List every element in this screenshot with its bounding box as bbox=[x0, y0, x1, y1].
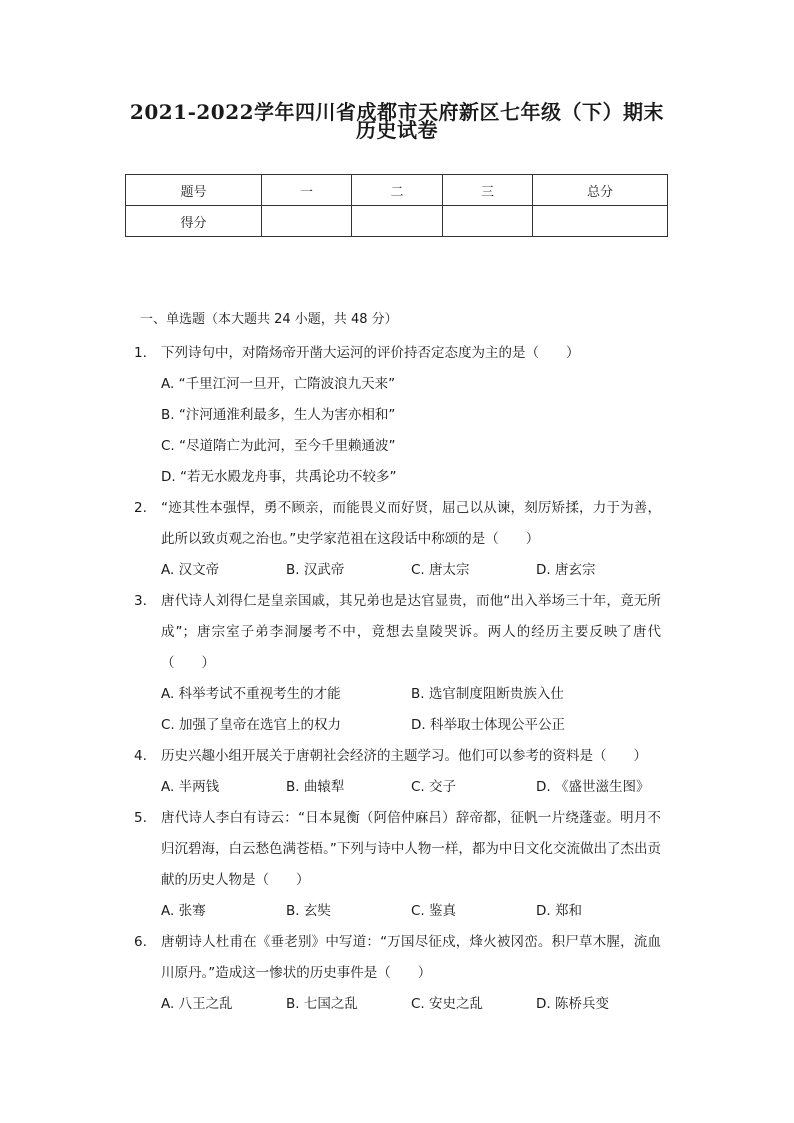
question-stem: 唐代诗人刘得仁是皇亲国戚，其兄弟也是达官显贵，而他“出入举场三十年，竟无所成”；唐宗室子弟李洞屡考不中，竟想去皇陵哭诉。两人的经历主要反映了唐代（ ） bbox=[161, 593, 661, 671]
option-a: A. 张骞 bbox=[161, 903, 206, 919]
question-stem: 历史兴趣小组开展关于唐朝社会经济的主题学习。他们可以参考的资料是（ ） bbox=[161, 748, 647, 764]
score-row-label: 得分 bbox=[126, 206, 262, 237]
score-header-cell: 二 bbox=[352, 175, 443, 206]
option-row bbox=[161, 710, 661, 741]
option-c: C. 唐太宗 bbox=[411, 562, 470, 578]
question-number: 3. bbox=[134, 593, 147, 609]
option-b: B. 玄奘 bbox=[286, 903, 331, 919]
option-d: D. 科举取士体现公平公正 bbox=[411, 717, 565, 733]
score-cell bbox=[352, 206, 443, 237]
option-d: D. 陈桥兵变 bbox=[536, 996, 609, 1012]
option-a: A. 半两钱 bbox=[161, 779, 220, 795]
option-d: D. 郑和 bbox=[536, 903, 582, 919]
option-c: C. 鉴真 bbox=[411, 903, 457, 919]
question bbox=[0, 741, 661, 803]
option-row bbox=[161, 772, 661, 803]
option-a: A. 八王之乱 bbox=[161, 996, 233, 1012]
question-stem: 下列诗句中，对隋炀帝开凿大运河的评价持否定态度为主的是（ ） bbox=[161, 345, 580, 361]
option-b: B. 七国之乱 bbox=[286, 996, 358, 1012]
score-header-cell: 总分 bbox=[533, 175, 668, 206]
option-d: D. 唐玄宗 bbox=[536, 562, 596, 578]
score-cell bbox=[262, 206, 352, 237]
score-cell bbox=[533, 206, 668, 237]
option-c: C. 安史之乱 bbox=[411, 996, 484, 1012]
score-table bbox=[125, 174, 668, 237]
question-number: 6. bbox=[134, 934, 147, 950]
score-table-score-row bbox=[126, 206, 668, 237]
question-stem: 唐代诗人李白有诗云：“日本晁衡（阿倍仲麻吕）辞帝都，征帆一片绕蓬壶。明月不归沉碧海，白云愁色满苍梧。”下列与诗中人物一样，都为中日文化交流做出了杰出贡献的历史人物是（ ） bbox=[161, 810, 661, 888]
section-title: 一、单选题（本大题共 24 小题，共 48 分） bbox=[140, 312, 398, 327]
option-c: C. 交子 bbox=[411, 779, 457, 795]
question-stem: “迹其性本强悍，勇不顾亲，而能畏义而好贤，屈己以从谏，刻厉矫揉，力于为善，此所以致贞观之治也。”史学家范祖在这段话中称颂的是（ ） bbox=[161, 500, 661, 547]
question bbox=[0, 493, 661, 586]
question-number: 2. bbox=[134, 500, 147, 516]
option-d: D. “若无水殿龙舟事，共禹论功不较多” bbox=[161, 469, 397, 485]
option-a: A. “千里江河一旦开，亡隋波浪九天来” bbox=[161, 376, 396, 392]
option-c: C. 加强了皇帝在选官上的权力 bbox=[161, 717, 342, 733]
question bbox=[0, 927, 661, 1020]
score-header-cell: 一 bbox=[262, 175, 352, 206]
option-c: C. “尽道隋亡为此河，至今千里赖通波” bbox=[161, 438, 396, 454]
question bbox=[0, 586, 661, 741]
option-a: A. 科举考试不重视考生的才能 bbox=[161, 686, 341, 702]
question-stem: 唐朝诗人杜甫在《垂老别》中写道：“万国尽征戍，烽火被冈峦。积尸草木腥，流血川原丹。”造成这一惨状的历史事件是（ ） bbox=[161, 934, 661, 981]
exam-title-line1: 2021-2022学年四川省成都市天府新区七年级（下）期末 bbox=[129, 100, 665, 124]
question-number: 5. bbox=[134, 810, 147, 826]
option-b: B. 选官制度阻断贵族入仕 bbox=[411, 686, 564, 702]
question-list bbox=[0, 338, 794, 1020]
option-b: B. “汴河通淮利最多，生人为害亦相和” bbox=[161, 407, 396, 423]
option-d: D. 《盛世滋生图》 bbox=[536, 779, 650, 795]
option-row bbox=[161, 679, 661, 710]
question-number: 4. bbox=[134, 748, 147, 764]
exam-title-line2: 历史试卷 bbox=[356, 118, 438, 142]
option-row bbox=[161, 896, 661, 927]
option-row bbox=[161, 989, 661, 1020]
score-table-header-row bbox=[126, 175, 668, 206]
score-header-cell: 三 bbox=[443, 175, 533, 206]
score-cell bbox=[443, 206, 533, 237]
question-number: 1. bbox=[134, 345, 147, 361]
option-a: A. 汉文帝 bbox=[161, 562, 220, 578]
question bbox=[0, 803, 661, 927]
option-b: B. 曲辕犁 bbox=[286, 779, 345, 795]
option-b: B. 汉武帝 bbox=[286, 562, 345, 578]
option-row bbox=[161, 555, 661, 586]
score-header-cell: 题号 bbox=[126, 175, 262, 206]
question bbox=[0, 338, 661, 493]
